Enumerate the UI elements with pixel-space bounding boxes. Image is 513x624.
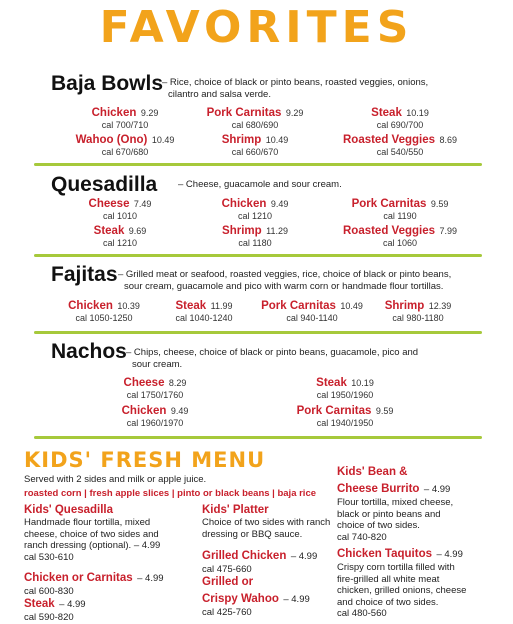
item-price: – 4.99 xyxy=(436,549,463,560)
item-desc: cheese, choice of two sides and xyxy=(24,528,159,540)
item-desc: chicken, grilled onions, cheese xyxy=(337,585,467,596)
item-price: 10.19 xyxy=(406,108,429,118)
item-price: – 4.99 xyxy=(290,551,318,562)
menu-item xyxy=(278,404,412,429)
item-calories: cal 670/680 xyxy=(101,147,149,157)
item-name: Roasted Veggies xyxy=(342,225,436,237)
item-price: 11.29 xyxy=(266,226,288,236)
item-calories: cal 590-820 xyxy=(24,612,74,623)
menu-item xyxy=(318,224,482,249)
menu-item xyxy=(285,376,405,401)
item-name: Steak xyxy=(316,377,347,389)
item-calories: cal 1750/1760 xyxy=(126,390,184,400)
item-name: Steak xyxy=(93,225,125,237)
section-title-fajitas: Fajitas xyxy=(51,263,118,286)
item-price: 9.49 xyxy=(270,199,289,209)
item-calories: cal 660/670 xyxy=(231,147,279,157)
item-calories: cal 475-660 xyxy=(202,564,252,575)
item-calories: cal 1180 xyxy=(238,238,272,248)
item-calories: cal 1040-1240 xyxy=(175,313,233,323)
item-desc: ranch dressing (optional). xyxy=(24,540,132,551)
menu-item xyxy=(318,133,482,158)
item-name: Kids' Bean & xyxy=(337,466,408,478)
fajitas-desc-line-1: – Grilled meat or seafood, roasted veggies, rice, choice of black or pinto beans, xyxy=(118,269,452,280)
item-name: Roasted Veggies xyxy=(342,134,436,146)
item-name: Grilled Chicken xyxy=(202,550,287,562)
item-price: 8.69 xyxy=(439,135,458,145)
page-title: FAVORITES xyxy=(99,2,414,53)
item-calories: cal 700/710 xyxy=(101,120,149,130)
kids-intro: Served with 2 sides and milk or apple juice. xyxy=(24,474,207,485)
menu-item xyxy=(156,299,252,324)
item-price: 10.19 xyxy=(351,378,374,388)
fajitas-desc-line-2: sour cream, guacamole and pico with warm corn or handmade flour tortillas. xyxy=(124,281,444,292)
item-calories: cal 1960/1970 xyxy=(126,418,184,428)
menu-item xyxy=(100,404,210,429)
item-desc: Crispy corn tortilla filled with xyxy=(337,562,455,573)
kids-steak xyxy=(24,594,199,624)
section-title-quesadilla: Quesadilla xyxy=(51,173,158,196)
item-calories: cal 680/690 xyxy=(231,120,279,130)
item-price: 9.59 xyxy=(375,406,394,416)
item-name: Crispy Wahoo xyxy=(202,593,279,605)
item-name: Pork Carnitas xyxy=(261,300,336,312)
item-calories: cal 1210 xyxy=(237,211,273,221)
item-name: Shrimp xyxy=(222,225,262,237)
menu-item xyxy=(100,376,210,401)
item-calories: cal 1210 xyxy=(102,238,138,248)
menu-item xyxy=(180,106,330,131)
item-price: – 4.99 xyxy=(283,594,310,605)
menu-item xyxy=(50,133,200,158)
item-price: 9.49 xyxy=(170,406,189,416)
item-name: Steak xyxy=(175,300,207,312)
item-name: Shrimp xyxy=(384,300,425,312)
item-name: Chicken or Carnitas xyxy=(24,572,133,584)
menu-item xyxy=(60,224,180,249)
item-name: Kids' Quesadilla xyxy=(24,504,114,516)
item-name: Cheese Burrito xyxy=(337,483,420,495)
item-price: 10.49 xyxy=(151,135,175,145)
item-calories: cal 1060 xyxy=(382,238,418,248)
section-title-nachos: Nachos xyxy=(51,340,127,363)
item-price: 7.99 xyxy=(439,226,458,236)
item-name: Wahoo (Ono) xyxy=(75,134,148,146)
item-desc: Flour tortilla, mixed cheese, xyxy=(337,497,454,508)
item-name: Cheese xyxy=(123,377,165,389)
item-calories: cal 1940/1950 xyxy=(316,418,374,428)
kids-menu-title: KIDS' FRESH MENU xyxy=(24,448,266,472)
menu-item xyxy=(190,224,320,249)
item-price: – 4.99 xyxy=(137,573,164,584)
item-desc: dressing or BBQ sauce. xyxy=(202,528,303,540)
item-desc: and choice of two sides. xyxy=(337,596,439,608)
item-calories: cal 540/550 xyxy=(376,147,424,157)
item-calories: cal 480-560 xyxy=(337,608,387,619)
item-price: – 4.99 xyxy=(133,540,161,551)
item-name: Chicken xyxy=(121,405,167,417)
item-name: Pork Carnitas xyxy=(351,198,427,210)
item-desc: Choice of two sides with ranch xyxy=(202,517,331,528)
item-name: Chicken xyxy=(221,198,267,210)
menu-item xyxy=(60,106,190,131)
item-calories: cal 1950/1960 xyxy=(316,390,374,400)
section-divider xyxy=(34,163,482,166)
section-title-baja-bowls: Baja Bowls xyxy=(51,72,164,95)
item-price: – 4.99 xyxy=(59,599,86,610)
item-calories: cal 1010 xyxy=(102,211,138,221)
kids-grilled-chicken xyxy=(202,546,337,576)
kids-grilled-wahoo xyxy=(202,576,337,619)
item-price: 10.49 xyxy=(265,135,289,145)
item-price: 9.69 xyxy=(128,226,147,236)
item-price: 8.29 xyxy=(168,378,187,388)
item-desc: black or pinto beans and xyxy=(337,508,441,520)
item-desc xyxy=(24,540,199,552)
kids-platter xyxy=(202,504,337,540)
baja-bowls-desc-line-1: – Rice, choice of black or pinto beans, roasted veggies, onions, xyxy=(162,77,429,88)
kids-sides: roasted corn | fresh apple slices | pinto or black beans | baja rice xyxy=(24,488,317,499)
item-name: Chicken xyxy=(68,300,113,312)
item-price: 9.59 xyxy=(430,199,449,209)
menu-item xyxy=(190,197,320,222)
item-calories: cal 425-760 xyxy=(202,607,252,618)
item-name: Grilled or xyxy=(202,576,254,588)
item-name: Cheese xyxy=(88,198,130,210)
item-name: Steak xyxy=(24,598,55,610)
section-divider xyxy=(34,254,482,257)
item-name: Chicken Taquitos xyxy=(337,548,432,560)
item-calories: cal 980-1180 xyxy=(392,313,444,323)
item-calories: cal 1190 xyxy=(383,211,417,221)
item-price: 9.29 xyxy=(285,108,304,118)
item-price: 7.49 xyxy=(133,199,152,209)
menu-item xyxy=(60,197,180,222)
item-price: 11.99 xyxy=(210,301,233,311)
item-calories: cal 530-610 xyxy=(24,551,74,563)
section-divider xyxy=(34,436,482,439)
item-name: Pork Carnitas xyxy=(206,107,282,119)
quesadilla-desc: – Cheese, guacamole and sour cream. xyxy=(178,179,342,190)
menu-item xyxy=(370,299,466,324)
item-price: 9.29 xyxy=(140,108,159,118)
item-name: Pork Carnitas xyxy=(296,405,372,417)
item-desc: choice of two sides. xyxy=(337,520,420,531)
item-calories: cal 600-830 xyxy=(24,586,74,597)
item-calories: cal 940-1140 xyxy=(286,313,338,323)
kids-quesadilla xyxy=(24,504,199,563)
item-calories: cal 740-820 xyxy=(337,531,387,543)
baja-bowls-desc-line-2: cilantro and salsa verde. xyxy=(168,89,271,100)
item-desc: Handmade flour tortilla, mixed xyxy=(24,517,151,528)
item-name: Steak xyxy=(371,107,402,119)
menu-item xyxy=(322,197,478,222)
item-price: – 4.99 xyxy=(423,484,451,495)
item-name: Kids' Platter xyxy=(202,504,269,516)
menu-item xyxy=(180,133,330,158)
item-name: Shrimp xyxy=(221,134,262,146)
menu-item xyxy=(252,299,372,324)
item-price: 10.39 xyxy=(117,301,140,311)
section-divider xyxy=(34,331,482,334)
menu-item xyxy=(330,106,470,131)
item-desc: fire-grilled all white meat xyxy=(337,573,440,585)
item-price: 10.49 xyxy=(340,301,363,311)
item-name: Chicken xyxy=(91,107,137,119)
nachos-desc-line-1: – Chips, cheese, choice of black or pinto beans, guacamole, pico and xyxy=(126,347,419,358)
kids-chicken-taquitos xyxy=(337,544,507,620)
item-calories: cal 690/700 xyxy=(376,120,424,130)
item-calories: cal 1050-1250 xyxy=(75,313,133,323)
nachos-desc-line-2: sour cream. xyxy=(132,359,183,370)
item-price: 12.39 xyxy=(428,301,452,311)
kids-bean-cheese-burrito xyxy=(337,466,507,543)
menu-item xyxy=(52,299,156,324)
